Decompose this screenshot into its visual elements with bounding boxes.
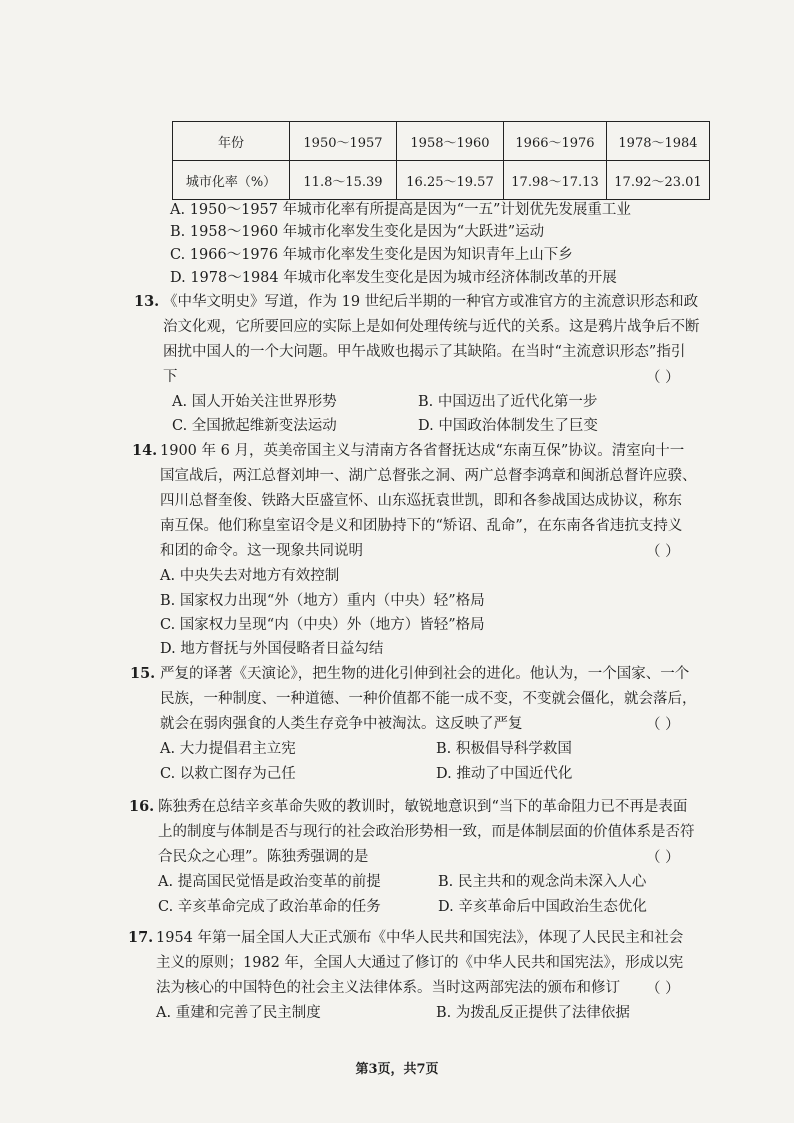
q14-option-b: B. 国家权力出现“外（地方）重内（中央）轻”格局 — [160, 593, 485, 609]
q15-option-c: C. 以救亡图存为己任 — [160, 766, 296, 782]
q13-stem-line: 下 — [163, 369, 178, 385]
q14-stem-line: 1900 年 6 月，英美帝国主义与清南方各省督抚达成“东南互保”协议。清室向十一 — [160, 443, 685, 459]
q15-answer-blank: （ ） — [646, 717, 680, 733]
q13-option-c: C. 全国掀起维新变法运动 — [172, 418, 337, 434]
q17-answer-blank: （ ） — [646, 981, 680, 997]
q15-stem-line: 就会在弱肉强食的人类生存竞争中被淘汰。这反映了严复 — [160, 716, 523, 732]
q13-option-a: A. 国人开始关注世界形势 — [172, 394, 337, 410]
table-cell: 1958～1960 — [397, 122, 504, 161]
q14-number: 14. — [132, 442, 158, 459]
q17-stem-line: 主义的原则；1982 年，全国人大通过了修订的《中华人民共和国宪法》，形成以宪 — [156, 955, 684, 971]
q17-option-a: A. 重建和完善了民主制度 — [156, 1005, 321, 1021]
table-cell: 16.25～19.57 — [397, 161, 504, 200]
table-row — [173, 161, 710, 200]
q17-option-b: B. 为拨乱反正提供了法律依据 — [436, 1005, 630, 1021]
q12-option-a: A. 1950～1957 年城市化率有所提高是因为“一五”计划优先发展重工业 — [170, 202, 631, 218]
q15-number: 15. — [130, 665, 156, 682]
q15-stem-line: 严复的译著《天演论》，把生物的进化引伸到社会的进化。他认为，一个国家、一个 — [160, 666, 690, 682]
table-header-row — [173, 122, 710, 161]
table-cell: 1978～1984 — [607, 122, 710, 161]
q13-stem-line: 困扰中国人的一个大问题。甲午战败也揭示了其缺陷。在当时“主流意识形态”指引 — [163, 344, 686, 360]
q16-option-a: A. 提高国民觉悟是政治变革的前提 — [158, 874, 381, 890]
q14-stem-line: 和团的命令。这一现象共同说明 — [160, 543, 363, 559]
q15-option-b: B. 积极倡导科学救国 — [436, 741, 572, 757]
page-footer: 第3页，共7页 — [355, 1062, 439, 1077]
q13-stem-line: 《中华文明史》写道，作为 19 世纪后半期的一种官方或准官方的主流意识形态和政 — [163, 294, 699, 310]
table-cell: 17.92～23.01 — [607, 161, 710, 200]
q17-stem-line: 法为核心的中国特色的社会主义法律体系。当时这两部宪法的颁布和修订 — [156, 980, 620, 996]
q13-option-b: B. 中国迈出了近代化第一步 — [418, 394, 598, 410]
table-cell: 城市化率（%） — [173, 161, 290, 200]
q13-answer-blank: （ ） — [646, 370, 680, 386]
q12-option-c: C. 1966～1976 年城市化率发生变化是因为知识青年上山下乡 — [170, 247, 573, 263]
q16-stem-line: 上的制度与体制是否与现行的社会政治形势相一致，而是体制层面的价值体系是否符 — [158, 824, 695, 840]
q12-option-b: B. 1958～1960 年城市化率发生变化是因为“大跃进”运动 — [170, 224, 545, 240]
table-cell: 1966～1976 — [504, 122, 607, 161]
urbanization-table — [172, 121, 710, 200]
q12-option-d: D. 1978～1984 年城市化率发生变化是因为城市经济体制改革的开展 — [170, 270, 617, 286]
q13-number: 13. — [134, 293, 160, 310]
q13-option-d: D. 中国政治体制发生了巨变 — [418, 418, 598, 434]
q14-stem-line: 国宣战后，两江总督刘坤一、湖广总督张之洞、两广总督李鸿章和闽浙总督许应骙、 — [160, 468, 697, 484]
q14-option-a: A. 中央失去对地方有效控制 — [160, 568, 340, 584]
table-cell: 年份 — [173, 122, 290, 161]
q14-option-d: D. 地方督抚与外国侵略者日益勾结 — [160, 641, 384, 657]
q16-stem-line: 陈独秀在总结辛亥革命失败的教训时，敏锐地意识到“当下的革命阻力已不再是表面 — [158, 799, 688, 815]
q16-option-c: C. 辛亥革命完成了政治革命的任务 — [158, 899, 381, 915]
q14-stem-line: 四川总督奎俊、铁路大臣盛宣怀、山东巡抚袁世凯，即和各参战国达成协议，称东 — [160, 493, 682, 509]
q16-option-d: D. 辛亥革命后中国政治生态优化 — [438, 899, 647, 915]
table-cell: 17.98～17.13 — [504, 161, 607, 200]
q14-stem-line: 南互保。他们称皇室诏令是义和团胁持下的“矫诏、乱命”，在东南各省违抗支持义 — [160, 518, 683, 534]
table-cell: 11.8～15.39 — [290, 161, 397, 200]
q15-stem-line: 民族，一种制度、一种道德、一种价值都不能一成不变，不变就会僵化，就会落后， — [160, 691, 697, 707]
q16-answer-blank: （ ） — [646, 850, 680, 866]
q15-option-d: D. 推动了中国近代化 — [436, 766, 573, 782]
q17-stem-line: 1954 年第一届全国人大正式颁布《中华人民共和国宪法》，体现了人民民主和社会 — [156, 930, 684, 946]
q13-stem-line: 治文化观，它所要回应的实际上是如何处理传统与近代的关系。这是鸦片战争后不断 — [163, 319, 700, 335]
q14-answer-blank: （ ） — [646, 544, 680, 560]
q16-stem-line: 合民众之心理”。陈独秀强调的是 — [158, 849, 369, 865]
q16-number: 16. — [129, 798, 155, 815]
q14-option-c: C. 国家权力呈现“内（中央）外（地方）皆轻”格局 — [160, 617, 485, 633]
q16-option-b: B. 民主共和的观念尚未深入人心 — [438, 874, 647, 890]
q15-option-a: A. 大力提倡君主立宪 — [160, 741, 296, 757]
q17-number: 17. — [128, 929, 154, 946]
table-cell: 1950～1957 — [290, 122, 397, 161]
